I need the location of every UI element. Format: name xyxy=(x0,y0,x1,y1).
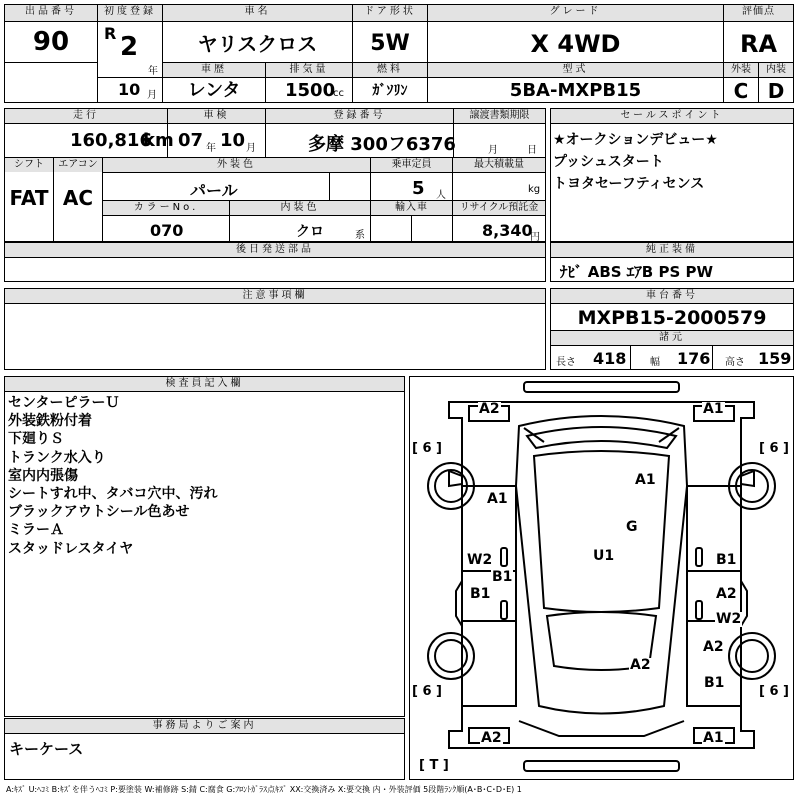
mileage-unit: km xyxy=(143,130,174,151)
disp-unit: cc xyxy=(333,88,344,99)
history-label: 車歴 xyxy=(163,63,265,77)
damage-mark: A2 xyxy=(630,657,651,673)
grade: X 4WD xyxy=(530,30,621,58)
import-label: 輸入車 xyxy=(371,201,452,215)
inspector-line: センターピラーＵ xyxy=(8,395,120,411)
interior-unit: 系 xyxy=(355,230,365,241)
reg-year: 2 xyxy=(120,32,139,62)
door-label: ドア形状 xyxy=(353,5,427,21)
plate: 多摩 300フ6376 xyxy=(308,134,456,155)
load-unit: kg xyxy=(528,184,541,195)
genuine-equipment: ﾅﾋﾞ ABS ｴｱB PS PW xyxy=(560,263,714,281)
height-label: 高さ xyxy=(725,357,745,368)
specs-label: 諸元 xyxy=(551,331,793,345)
damage-mark: B1 xyxy=(492,569,513,585)
height: 159 xyxy=(758,349,792,368)
legend: A:ｷｽﾞ U:ﾍｺﾐ B:ｷｽﾞを伴うﾍｺﾐ P:要塗装 W:補修跡 S:錆 C:腐食 G:ﾌﾛﾝﾄｶﾞﾗｽ点ｷｽﾞ XX:交換済み X:要交換 内・外装評価 5段階ﾗﾝｸ順(A･B･C･D･E) 1 xyxy=(6,785,522,794)
damage-mark: A2 xyxy=(481,730,502,746)
inspector-line: スタッドレスタイヤ xyxy=(8,540,134,557)
plate-label: 登録番号 xyxy=(266,109,453,123)
sales-point-line: トヨタセーフティセンス xyxy=(553,176,705,192)
lot-label: 出品番号 xyxy=(5,5,97,21)
recycle-fee: 8,340 xyxy=(482,221,533,240)
inspector-line: ミラーＡ xyxy=(8,522,64,539)
transfer-month: 月 xyxy=(488,145,498,156)
model: 5BA-MXPB15 xyxy=(509,80,642,101)
shift: FAT xyxy=(9,186,49,210)
name-label: 車名 xyxy=(163,5,352,21)
first-reg-label: 初度登録 xyxy=(98,5,162,21)
office-note: キーケース xyxy=(9,740,84,758)
int-label: 内装 xyxy=(759,63,793,77)
genuine-label: 純正装備 xyxy=(551,243,793,257)
sales-points-label: セールスポイント xyxy=(551,109,793,123)
history: レンタ xyxy=(187,80,241,101)
capacity-unit: 人 xyxy=(436,190,446,201)
interior-color: クロ xyxy=(296,224,324,240)
damage-mark: A1 xyxy=(703,730,724,746)
insp-year: 07 xyxy=(178,130,204,151)
length-label: 長さ xyxy=(556,357,576,368)
inspector-notes xyxy=(8,394,217,558)
mileage-label: 走行 xyxy=(5,109,167,123)
color-no-label: カラーNo. xyxy=(103,201,229,215)
inspector-line: ブラックアウトシール色あせ xyxy=(8,504,190,521)
width-label: 幅 xyxy=(650,357,660,368)
length: 418 xyxy=(593,349,627,368)
damage-mark: A2 xyxy=(716,586,737,602)
ext-score: C xyxy=(733,79,749,102)
insp-month-unit: 月 xyxy=(246,143,256,154)
damage-mark: B1 xyxy=(470,586,491,602)
transfer-day: 日 xyxy=(527,145,537,156)
year-unit: 年 xyxy=(148,66,158,77)
office-label: 事務局よりご案内 xyxy=(5,719,404,733)
width: 176 xyxy=(677,349,711,368)
sales-point-line: プッシュスタート xyxy=(553,154,664,170)
tire-mark: [ 6 ] xyxy=(412,441,442,456)
notes-label: 注意事項欄 xyxy=(5,289,545,303)
mileage: 160,816 xyxy=(70,130,152,151)
era: R xyxy=(104,24,117,43)
color-label: 外装色 xyxy=(103,158,370,172)
disp-label: 排気量 xyxy=(266,63,352,77)
score: RA xyxy=(739,30,778,58)
inspection-label: 車検 xyxy=(168,109,265,123)
lot-number: 90 xyxy=(32,27,70,57)
tire-mark: [ 6 ] xyxy=(412,684,442,699)
damage-mark: A1 xyxy=(703,401,724,417)
damage-mark: A1 xyxy=(635,472,656,488)
fuel: ｶﾞｿﾘﾝ xyxy=(372,83,408,99)
capacity: 5 xyxy=(412,178,425,199)
damage-mark: B1 xyxy=(716,552,737,568)
interior-label: 内装色 xyxy=(230,201,370,215)
month-unit: 月 xyxy=(147,90,157,101)
chassis-number: MXPB15-2000579 xyxy=(577,307,767,329)
car-diagram xyxy=(409,376,794,780)
car-name: ヤリスクロス xyxy=(197,32,318,56)
score-label: 評価点 xyxy=(724,5,793,21)
recycle-unit: 円 xyxy=(530,232,540,243)
inspector-line: 下廻りＳ xyxy=(8,431,64,448)
insp-month: 10 xyxy=(220,130,246,151)
damage-mark: A2 xyxy=(703,639,724,655)
capacity-label: 乗車定員 xyxy=(371,158,452,172)
displacement: 1500 xyxy=(285,80,336,101)
inspector-label: 検査員記入欄 xyxy=(5,377,404,391)
tire-mark: [ 6 ] xyxy=(759,684,789,699)
damage-mark: A2 xyxy=(479,401,500,417)
door-type: 5W xyxy=(370,31,410,56)
int-score: D xyxy=(767,79,785,102)
ac-label: エアコン xyxy=(54,158,102,172)
chassis-label: 車台番号 xyxy=(551,289,793,303)
later-parts-label: 後日発送部品 xyxy=(5,243,545,257)
damage-mark: W2 xyxy=(716,611,742,627)
sales-point-line: ★オークションデビュー★ xyxy=(553,132,718,148)
damage-mark: U1 xyxy=(593,548,615,564)
damage-mark: W2 xyxy=(467,552,493,568)
ext-label: 外装 xyxy=(724,63,758,77)
reg-month: 10 xyxy=(118,80,141,99)
color-no: 070 xyxy=(150,221,184,240)
model-label: 型式 xyxy=(428,63,723,77)
shift-label: シフト xyxy=(5,158,53,172)
damage-mark: A1 xyxy=(487,491,508,507)
recycle-label: リサイクル預託金 xyxy=(453,201,545,215)
transfer-label: 譲渡書類期限 xyxy=(454,109,545,123)
load-label: 最大積載量 xyxy=(453,158,545,172)
tire-mark: [ 6 ] xyxy=(759,441,789,456)
insp-year-unit: 年 xyxy=(206,143,216,154)
fuel-label: 燃料 xyxy=(353,63,427,77)
color: パール xyxy=(190,181,238,200)
inspector-line: 外装鉄粉付着 xyxy=(8,413,92,430)
inspector-line: 室内内張傷 xyxy=(8,467,78,484)
inspector-line: トランク水入り xyxy=(8,449,106,466)
inspector-line: シートすれ中、タバコ穴中、汚れ xyxy=(8,486,218,503)
grade-label: グレード xyxy=(428,5,723,21)
damage-mark: B1 xyxy=(704,675,725,691)
trunk-mark: [ T ] xyxy=(419,758,449,773)
damage-mark: G xyxy=(626,519,638,535)
ac: AC xyxy=(62,186,94,210)
